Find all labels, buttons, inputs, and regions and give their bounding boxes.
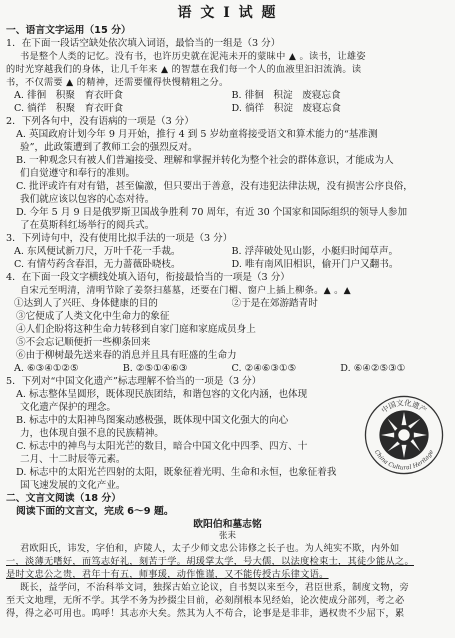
article-line: 至天文地理，无所不学。其学不务为抄掇尘目前，必刻削根本见经始，论次使成分部列，考之必 — [6, 595, 405, 606]
q2-option-c[interactable]: C. 批评或许有对有错，甚至偏激，但只要出于善意，没有违犯法律法规，没有损害公序良俗， — [16, 181, 413, 192]
page-title: 语 文 Ⅰ 试 题 — [177, 5, 278, 21]
q4-item-4: ④人们企盼将这种生命力转移到自家门庭和家庭成员身上 — [16, 324, 256, 335]
q3-option-d[interactable]: D. 唯有南风旧相识，偷开门户又翻书。 — [231, 259, 399, 270]
q5-block — [6, 388, 449, 492]
article-author: 张耒 — [218, 531, 236, 541]
q5-option-d[interactable]: D. 标志中的太阳光芒四射的太阳，既象征着光明、生命和永恒，也象征着我 — [16, 467, 337, 478]
q4-option-a[interactable]: A. ⑥③④①②⑤ — [14, 363, 79, 374]
q1-option-d[interactable]: D. 徜徉 积淀 废寝忘食 — [231, 103, 341, 114]
article-line-underlined: 是时文忠公之贵，君年十有五，师事瑗，动作惟谨，又不能传授古乐律文语。 — [6, 569, 329, 580]
article-line: 既长，益学问，不治科举文词，独探古始立论议，自书契以来至今，君臣世系，制度文物，旁 — [20, 582, 409, 593]
q5-option-a[interactable]: A. 标志整体呈圆形，既体现民族团结，和谐包容的文化内涵，也体现 — [16, 389, 308, 400]
china-cultural-heritage-logo — [363, 394, 445, 476]
q1-option-c[interactable]: C. 徜徉 积聚 育衣旰食 — [14, 103, 124, 114]
q4-lead: 自宋元至明清，清明节除了姜祭扫墓墓，还要在门楣、窗户上插上柳条。▲ 。▲ — [20, 285, 352, 296]
q2-option-a-cont: 验”，此政策遭到了教师工会的强烈反对。 — [20, 142, 198, 153]
q5-option-a-cont: 文化遗产保护的理念。 — [20, 402, 116, 413]
q1-option-a[interactable]: A. 徘徊 积聚 育衣旰食 — [14, 90, 123, 101]
question-3-stem: 3．下列诗句中，没有使用比拟手法的一项是（3 分） — [6, 233, 233, 244]
question-4-stem: 4．在下面一段文字横线处填入语句，衔接最恰当的一项是（3 分） — [6, 272, 290, 283]
q3-option-c[interactable]: C. 有情芍药含春泪，无力蔷薇卧晓枝。 — [14, 259, 181, 270]
q4-item-6: ⑥由于柳树最先送来春的消息并且具有旺盛的生命力 — [16, 350, 237, 361]
q1-option-b[interactable]: B. 徘徊 积淀 废寝忘食 — [231, 90, 341, 101]
q5-option-c[interactable]: C. 标志中的神鸟与太阳光芒的数目，暗合中国文化中四季、四方、十 — [16, 441, 308, 452]
section-heading-language-use: 一、语言文字运用（15 分） — [6, 25, 131, 36]
logo-text-english: China Cultural Heritage — [372, 449, 436, 472]
q4-item-3: ③它便成了人类文化中生命力的象征 — [16, 311, 170, 322]
q4-option-c[interactable]: C. ②④⑥③①⑤ — [231, 363, 297, 374]
q4-option-d[interactable]: D. ⑥④②⑤③① — [340, 363, 406, 374]
q1-passage-line: 书是整个人类的记忆。没有书，也许历史就在泥沌未开的蒙昧中 ▲ 。读书，让雄姿 — [20, 51, 366, 62]
question-5-stem: 5．下列对“中国文化遗产”标志理解不恰当的一项是（3 分） — [6, 376, 262, 387]
q5-option-c-cont: 二月、十二时辰等元素。 — [20, 454, 126, 465]
q2-option-b[interactable]: B. 一种观念只有被人们普遍接受、理解和掌握并转化为整个社会的群体意识，才能成为人 — [16, 155, 394, 166]
q2-option-d-cont: 了在莫斯科红场举行的阅兵式。 — [20, 220, 155, 231]
q4-item-2: ②于是在郊游踏青时 — [231, 298, 318, 309]
q5-option-b-cont: 力，也体现自强不息的民族精神。 — [20, 428, 164, 439]
q2-option-c-cont: 我们就应该以包容的心态对待。 — [20, 194, 155, 205]
q4-item-5: ⑤不会忘记顺便折一些柳条回来 — [16, 337, 151, 348]
question-1-stem: 1．在下面一段话空缺处依次填入词语，最恰当的一组是（3 分） — [6, 38, 281, 49]
q2-option-a[interactable]: A. 英国政府计划今年 9 月开始，推行 4 到 5 岁幼童将接受语文和算术能力的“基准测 — [16, 129, 378, 140]
q3-option-b[interactable]: B. 浮萍破处见山影，小艇归时闻草声。 — [231, 246, 399, 257]
q2-option-d[interactable]: D. 今年 5 月 9 日是俄罗斯卫国战争胜利 70 周年，有近 30 个国家和国际组织的领导人参加 — [16, 207, 408, 218]
reading-instruction: 阅读下面的文言文，完成 6～9 题。 — [16, 506, 174, 517]
q4-options — [6, 362, 449, 375]
article-line-underlined: 一，淡薄无嗜好，而笃志好礼，刻苦于学。胡瑗掌太学，号大儒，以法度检束士，其徒少能从之。 — [6, 556, 414, 567]
q3-options — [6, 245, 449, 271]
logo-text-chinese: 中国文化遗产 — [379, 398, 429, 415]
q4-items — [6, 297, 449, 310]
q2-option-b-cont: 们自觉遵守和奉行的准则。 — [20, 168, 136, 179]
q5-option-d-cont: 国飞速发展的文化产业。 — [20, 480, 126, 491]
question-2-stem: 2．下列各句中，没有语病的一项是（3 分） — [6, 116, 194, 127]
article-title: 欧阳伯和墓志铭 — [193, 519, 262, 530]
q1-options — [6, 89, 449, 115]
q1-passage-line: 的时光穿越我们的身体，让几千年来 ▲ 的智慧在我们每一个人的血液里汩汩流淌。读 — [6, 64, 362, 75]
article-line: 得，得之必可用也。呜呼！其志亦大矣。然其为人不苟合，论事是是非非，遇权贵不少屈下，累 — [6, 608, 405, 619]
q4-item-1: ①达到人了兴旺、身体健康的目的 — [14, 298, 158, 309]
section-heading-classical-reading: 二、文言文阅读（18 分） — [6, 493, 122, 504]
q3-option-a[interactable]: A. 东风便试新刀尺，万叶千花一手裁。 — [14, 246, 181, 257]
q1-passage-line: 书，不仅需要 ▲ 的精神，还需要懂得快慢精粗之分。 — [6, 77, 229, 88]
article-line: 君欧阳氏，讳发，字伯和，庐陵人，太子少师文忠公讳修之长子也。为人纯实不欺，内外如 — [20, 543, 400, 554]
q4-option-b[interactable]: B. ②⑤①④⑥③ — [122, 363, 188, 374]
q5-option-b[interactable]: B. 标志中的太阳神鸟图案动感极强，既体现中国文化强大的向心 — [16, 415, 289, 426]
